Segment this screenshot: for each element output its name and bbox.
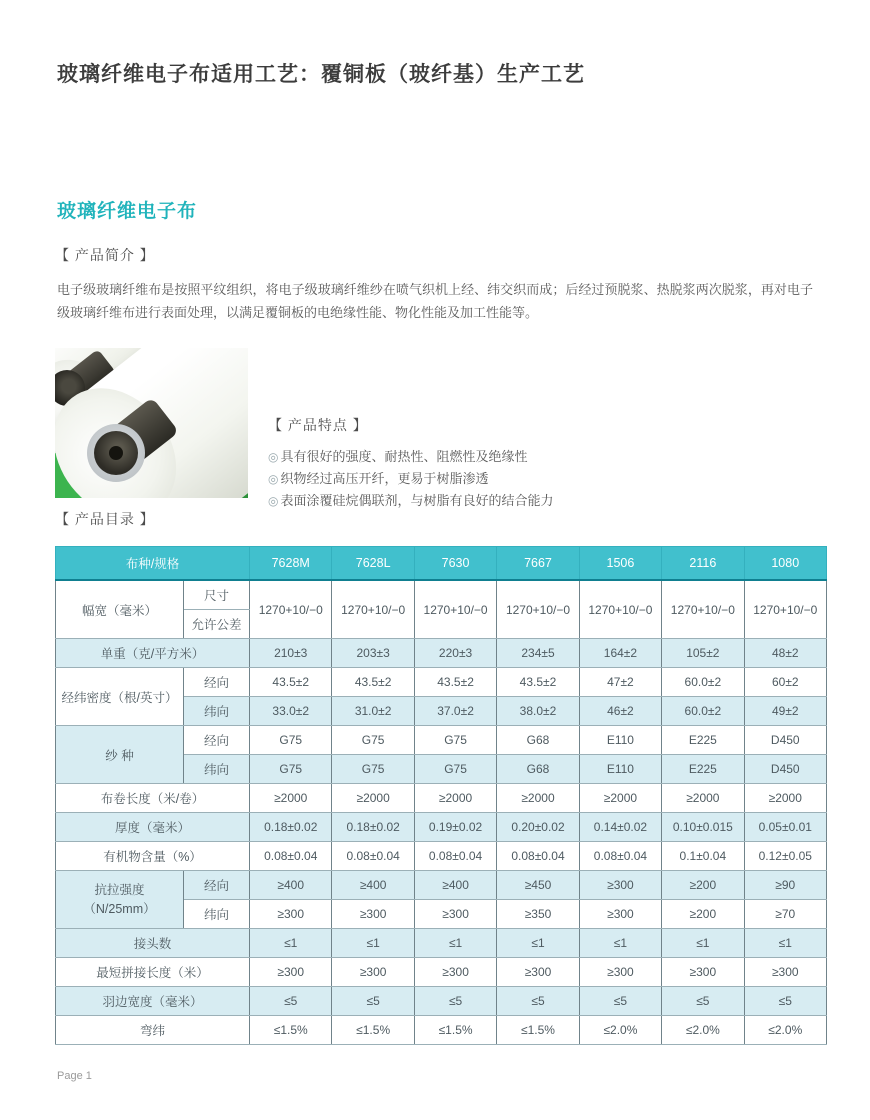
table-cell: ≤2.0%	[662, 1016, 744, 1045]
table-column-header: 7630	[414, 547, 496, 581]
table-cell: ≤5	[579, 987, 661, 1016]
table-row-splice	[56, 958, 827, 987]
table-cell: G75	[332, 755, 414, 784]
table-cell: ≤1	[579, 929, 661, 958]
table-cell: 105±2	[662, 639, 744, 668]
table-cell: ≤5	[332, 987, 414, 1016]
table-cell: 60.0±2	[662, 697, 744, 726]
table-cell: ≥2000	[250, 784, 332, 813]
row-sublabel-weft: 纬向	[184, 755, 250, 784]
intro-text: 电子级玻璃纤维布是按照平纹组织，将电子级玻璃纤维纱在喷气织机上经、纬交织而成；后经过预脱浆、热脱浆两次脱浆，再对电子级玻璃纤维布进行表面处理，以满足覆铜板的电绝缘性能、物化性能及加工性能等。	[57, 282, 813, 320]
table-cell: ≥400	[250, 871, 332, 900]
table-cell: 1270+10/−0	[744, 580, 826, 639]
table-cell: 1270+10/−0	[414, 580, 496, 639]
table-cell: ≥400	[332, 871, 414, 900]
table-cell: 60.0±2	[662, 668, 744, 697]
table-cell: ≤2.0%	[744, 1016, 826, 1045]
table-cell: ≥300	[414, 958, 496, 987]
table-cell: G75	[414, 726, 496, 755]
table-cell: G75	[414, 755, 496, 784]
table-cell: ≥300	[414, 900, 496, 929]
table-cell: ≤1	[497, 929, 579, 958]
table-cell: ≥300	[744, 958, 826, 987]
page-title: 玻璃纤维电子布适用工艺：覆铜板（玻纤基）生产工艺	[57, 63, 585, 86]
table-cell: ≥200	[662, 900, 744, 929]
table-cell: G68	[497, 755, 579, 784]
table-cell: 46±2	[579, 697, 661, 726]
table-cell: ≤1	[250, 929, 332, 958]
section-heading: 玻璃纤维电子布	[57, 201, 198, 222]
table-row-joints	[56, 929, 827, 958]
feature-item	[268, 490, 554, 512]
table-row-selvage	[56, 987, 827, 1016]
table-cell: ≥2000	[332, 784, 414, 813]
table-cell: 33.0±2	[250, 697, 332, 726]
table-cell: ≤5	[497, 987, 579, 1016]
intro-label: 【 产品简介 】	[55, 247, 155, 263]
table-row-bow	[56, 1016, 827, 1045]
feature-item	[268, 468, 554, 490]
feature-text: 织物经过高压开纤，更易于树脂渗透	[280, 471, 489, 486]
table-cell: ≤1	[332, 929, 414, 958]
table-cell: ≥300	[497, 958, 579, 987]
table-cell: 220±3	[414, 639, 496, 668]
page-number: Page 1	[57, 1070, 92, 1082]
table-cell: 0.12±0.05	[744, 842, 826, 871]
feature-text: 具有很好的强度、耐热性、阻燃性及绝缘性	[280, 449, 528, 464]
table-cell: 43.5±2	[332, 668, 414, 697]
table-header-row	[56, 547, 827, 581]
table-cell: ≤1.5%	[332, 1016, 414, 1045]
row-sublabel-weft: 纬向	[184, 697, 250, 726]
table-cell: 0.18±0.02	[332, 813, 414, 842]
catalog-label: 【 产品目录 】	[55, 511, 155, 527]
table-cell: 203±3	[332, 639, 414, 668]
features-label: 【 产品特点 】	[268, 417, 368, 433]
table-cell: G75	[250, 726, 332, 755]
row-label-weight: 单重（克/平方米）	[56, 639, 250, 668]
features-block	[268, 415, 554, 512]
table-cell: 0.20±0.02	[497, 813, 579, 842]
ring-icon: ◎	[268, 494, 279, 508]
table-row-roll-length	[56, 784, 827, 813]
table-cell: ≥300	[579, 871, 661, 900]
table-cell: ≤1.5%	[414, 1016, 496, 1045]
row-label-selvage: 羽边宽度（毫米）	[56, 987, 250, 1016]
ring-icon: ◎	[268, 450, 279, 464]
table-cell: ≥90	[744, 871, 826, 900]
table-column-header: 7628M	[250, 547, 332, 581]
row-label-bow: 弯纬	[56, 1016, 250, 1045]
table-cell: ≤1.5%	[497, 1016, 579, 1045]
table-cell: ≤2.0%	[579, 1016, 661, 1045]
row-sublabel-warp: 经向	[184, 726, 250, 755]
table-cell: ≤5	[250, 987, 332, 1016]
table-row-yarn-warp	[56, 726, 827, 755]
table-cell: 0.10±0.015	[662, 813, 744, 842]
table-cell: ≥300	[579, 958, 661, 987]
table-cell: ≥300	[250, 958, 332, 987]
row-label-tensile-line2: （N/25mm）	[83, 901, 156, 916]
row-label-tensile	[56, 871, 184, 929]
table-cell: ≥2000	[662, 784, 744, 813]
table-cell: ≤5	[744, 987, 826, 1016]
feature-text: 表面涂覆硅烷偶联剂，与树脂有良好的结合能力	[280, 493, 554, 508]
row-sublabel-warp: 经向	[184, 871, 250, 900]
row-label-yarn: 纱 种	[56, 726, 184, 784]
table-cell: ≥2000	[579, 784, 661, 813]
table-cell: 0.08±0.04	[332, 842, 414, 871]
table-cell: 0.14±0.02	[579, 813, 661, 842]
table-cell: ≤1	[744, 929, 826, 958]
table-cell: 1270+10/−0	[250, 580, 332, 639]
table-column-header: 7667	[497, 547, 579, 581]
table-cell: 210±3	[250, 639, 332, 668]
table-cell: 0.05±0.01	[744, 813, 826, 842]
row-sublabel-tolerance: 允许公差	[184, 610, 250, 639]
table-cell: ≥200	[662, 871, 744, 900]
row-label-tensile-line1: 抗拉强度	[94, 882, 145, 897]
table-cell: 47±2	[579, 668, 661, 697]
table-row-width-size	[56, 580, 827, 610]
table-row-weight	[56, 639, 827, 668]
table-cell: ≤5	[662, 987, 744, 1016]
table-cell: 1270+10/−0	[662, 580, 744, 639]
features-list	[268, 446, 554, 512]
table-cell: 0.1±0.04	[662, 842, 744, 871]
table-cell: D450	[744, 726, 826, 755]
table-cell: ≥300	[579, 900, 661, 929]
table-cell: 48±2	[744, 639, 826, 668]
table-cell: 164±2	[579, 639, 661, 668]
table-cell: 0.19±0.02	[414, 813, 496, 842]
row-label-splice: 最短拼接长度（米）	[56, 958, 250, 987]
table-cell: E225	[662, 726, 744, 755]
product-spec-table	[55, 546, 827, 1045]
table-column-header: 1506	[579, 547, 661, 581]
table-cell: ≥2000	[414, 784, 496, 813]
table-cell: ≥300	[662, 958, 744, 987]
table-cell: ≥2000	[744, 784, 826, 813]
table-cell: 1270+10/−0	[497, 580, 579, 639]
table-cell: 38.0±2	[497, 697, 579, 726]
row-label-roll-length: 布卷长度（米/卷）	[56, 784, 250, 813]
table-cell: 31.0±2	[332, 697, 414, 726]
table-cell: 0.08±0.04	[414, 842, 496, 871]
table-cell: 43.5±2	[497, 668, 579, 697]
table-cell: ≤1.5%	[250, 1016, 332, 1045]
table-row-density-warp	[56, 668, 827, 697]
table-cell: E225	[662, 755, 744, 784]
table-row-thickness	[56, 813, 827, 842]
row-sublabel-weft: 纬向	[184, 900, 250, 929]
table-cell: 0.08±0.04	[497, 842, 579, 871]
table-cell: ≥300	[332, 958, 414, 987]
row-label-width: 幅宽（毫米）	[56, 580, 184, 639]
ring-icon: ◎	[268, 472, 279, 486]
table-cell: ≤5	[414, 987, 496, 1016]
table-cell: ≥400	[414, 871, 496, 900]
table-column-header: 1080	[744, 547, 826, 581]
table-cell: G75	[332, 726, 414, 755]
table-cell: ≥300	[332, 900, 414, 929]
table-column-header: 2116	[662, 547, 744, 581]
table-cell: 49±2	[744, 697, 826, 726]
product-photo	[55, 348, 248, 498]
table-cell: ≥70	[744, 900, 826, 929]
row-sublabel-warp: 经向	[184, 668, 250, 697]
table-cell: 234±5	[497, 639, 579, 668]
table-row-organic	[56, 842, 827, 871]
table-cell: ≥2000	[497, 784, 579, 813]
table-row-tensile-warp	[56, 871, 827, 900]
row-label-organic: 有机物含量（%）	[56, 842, 250, 871]
table-cell: G68	[497, 726, 579, 755]
table-cell: ≤1	[414, 929, 496, 958]
table-cell: ≤1	[662, 929, 744, 958]
table-corner-header: 布种/规格	[56, 547, 250, 581]
table-cell: 37.0±2	[414, 697, 496, 726]
table-cell: 0.18±0.02	[250, 813, 332, 842]
row-label-thickness: 厚度（毫米）	[56, 813, 250, 842]
table-cell: D450	[744, 755, 826, 784]
photo-core-front-hole	[109, 446, 123, 460]
row-sublabel-size: 尺寸	[184, 580, 250, 610]
table-cell: E110	[579, 726, 661, 755]
row-label-density: 经纬密度（根/英寸）	[56, 668, 184, 726]
table-cell: ≥350	[497, 900, 579, 929]
table-cell: ≥450	[497, 871, 579, 900]
table-cell: 1270+10/−0	[579, 580, 661, 639]
row-label-joints: 接头数	[56, 929, 250, 958]
feature-item	[268, 446, 554, 468]
table-cell: 43.5±2	[414, 668, 496, 697]
table-cell: 1270+10/−0	[332, 580, 414, 639]
table-cell: 0.08±0.04	[579, 842, 661, 871]
table-cell: G75	[250, 755, 332, 784]
table-column-header: 7628L	[332, 547, 414, 581]
table-cell: ≥300	[250, 900, 332, 929]
table-cell: 60±2	[744, 668, 826, 697]
table-cell: 43.5±2	[250, 668, 332, 697]
table-cell: E110	[579, 755, 661, 784]
table-cell: 0.08±0.04	[250, 842, 332, 871]
